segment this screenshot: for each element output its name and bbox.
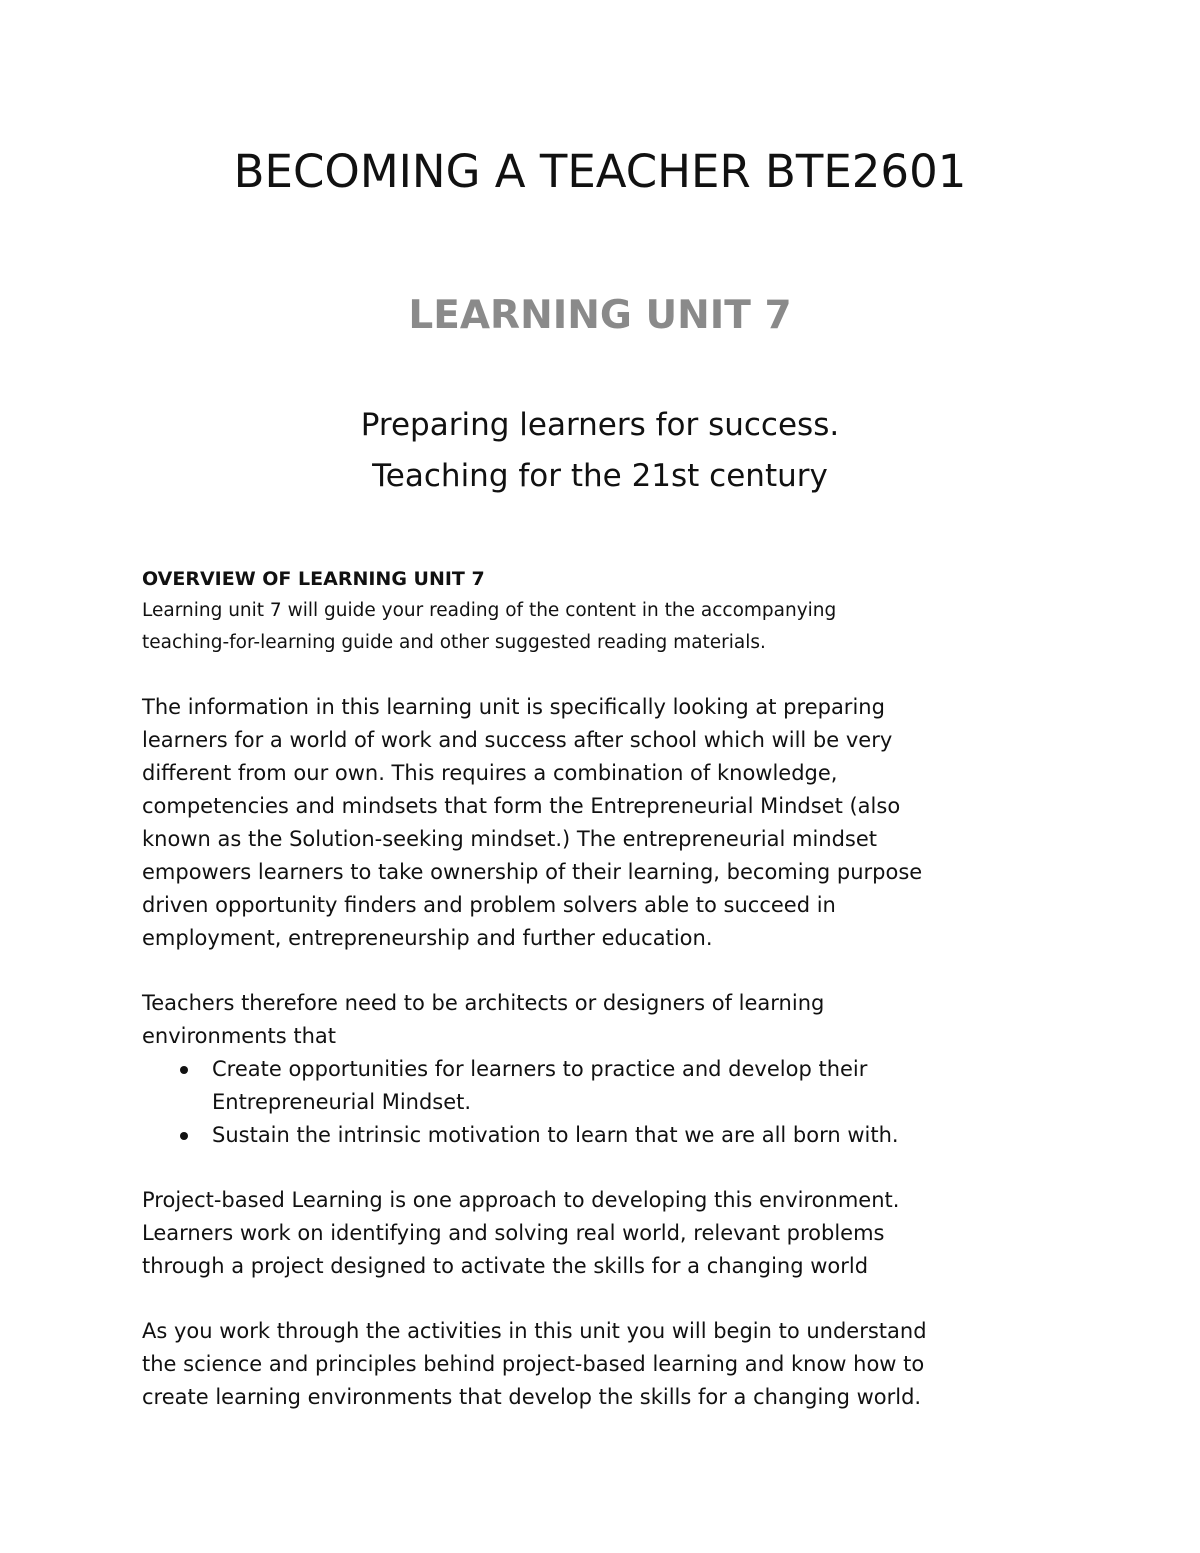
text-line: known as the Solution-seeking mindset.) The entrepreneurial mindset xyxy=(142,827,878,851)
learning-unit-label: LEARNING UNIT 7 xyxy=(408,293,792,338)
text-line: the science and principles behind project-based learning and know how to xyxy=(142,1352,925,1376)
text-line: empowers learners to take ownership of their learning, becoming purpose xyxy=(142,860,923,884)
text-line: learners for a world of work and success after school which will be very xyxy=(142,728,893,752)
bullet-dot-icon xyxy=(180,1066,188,1074)
text-line: create learning environments that develop the skills for a changing world. xyxy=(142,1385,922,1409)
text-line: The information in this learning unit is specifically looking at preparing xyxy=(142,695,885,719)
text-line: environments that xyxy=(142,1024,337,1048)
subtitle-line: Teaching for the 21st century xyxy=(372,458,828,494)
text-line: teaching-for-learning guide and other suggested reading materials. xyxy=(142,632,766,653)
bullet-item xyxy=(142,1053,1042,1119)
text-line: Create opportunities for learners to practice and develop their xyxy=(212,1057,868,1081)
overview-heading: OVERVIEW OF LEARNING UNIT 7 xyxy=(142,568,485,590)
text-line: Learners work on identifying and solving real world, relevant problems xyxy=(142,1221,885,1245)
paragraph-project-based xyxy=(142,1184,1042,1283)
text-line: through a project designed to activate the skills for a changing world xyxy=(142,1254,869,1278)
text-line: competencies and mindsets that form the Entrepreneurial Mindset (also xyxy=(142,794,901,818)
overview-paragraph xyxy=(142,595,1042,659)
text-line: employment, entrepreneurship and further education. xyxy=(142,926,713,950)
text-line: Project-based Learning is one approach to developing this environment. xyxy=(142,1188,900,1212)
text-line: Sustain the intrinsic motivation to learn that we are all born with. xyxy=(212,1123,899,1147)
text-line: Entrepreneurial Mindset. xyxy=(212,1090,472,1114)
bullet-item xyxy=(142,1119,1042,1152)
bullet-list xyxy=(142,1053,1042,1152)
document-title: BECOMING A TEACHER BTE2601 xyxy=(233,145,967,198)
text-line: Learning unit 7 will guide your reading of the content in the accompanying xyxy=(142,600,837,621)
document-body xyxy=(142,563,1042,1414)
paragraph-activities xyxy=(142,1315,1042,1414)
bullet-dot-icon xyxy=(180,1132,188,1140)
text-line: As you work through the activities in this unit you will begin to understand xyxy=(142,1319,927,1343)
text-line: driven opportunity finders and problem solvers able to succeed in xyxy=(142,893,836,917)
paragraph-information xyxy=(142,691,1042,955)
unit-subtitle xyxy=(0,400,1200,502)
subtitle-line: Preparing learners for success. xyxy=(360,407,840,443)
text-line: Teachers therefore need to be architects or designers of learning xyxy=(142,991,825,1015)
paragraph-teachers xyxy=(142,987,1042,1053)
text-line: different from our own. This requires a combination of knowledge, xyxy=(142,761,838,785)
